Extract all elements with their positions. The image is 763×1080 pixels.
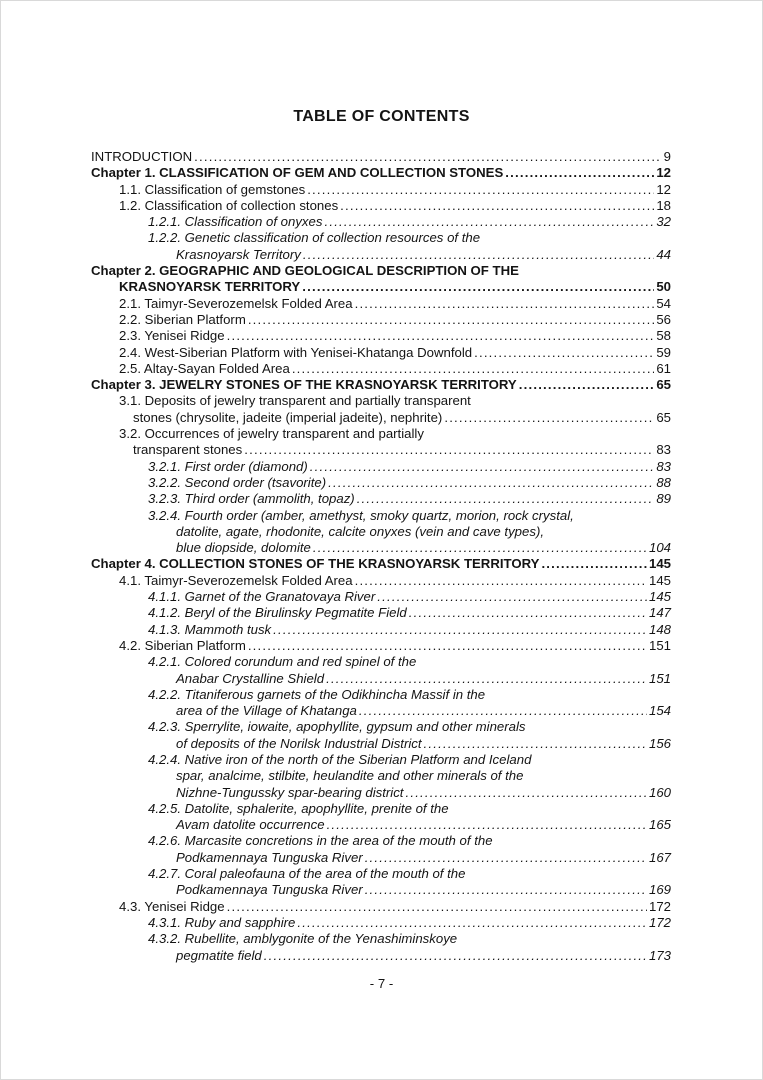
toc-entry-line — [91, 768, 671, 784]
toc-entry-text: 3.1. Deposits of jewelry transparent and partially transparent — [119, 393, 471, 409]
toc-entry — [91, 899, 671, 915]
toc-entry-line — [91, 703, 671, 719]
toc-entry — [91, 149, 671, 165]
toc-entry — [91, 833, 671, 866]
dot-leader — [310, 459, 655, 475]
dot-leader — [328, 475, 654, 491]
toc-page-number: 173 — [648, 947, 671, 963]
page-footer: - 7 - — [369, 975, 394, 991]
toc-entry-line — [91, 801, 671, 817]
toc-entry-line — [91, 165, 671, 181]
toc-entry-line — [91, 328, 671, 344]
dot-leader — [313, 540, 647, 556]
dot-leader — [326, 671, 647, 687]
toc-entry-line — [91, 491, 671, 507]
toc-page-number: 54 — [656, 295, 671, 311]
dot-leader — [377, 589, 647, 605]
dot-leader — [227, 328, 655, 344]
toc-entry — [91, 214, 671, 230]
toc-entry-text: 2.1. Taimyr-Severozemelsk Folded Area — [119, 295, 353, 311]
toc-entry — [91, 654, 671, 687]
toc-page-number: 145 — [648, 556, 671, 572]
toc-entry — [91, 345, 671, 361]
toc-entry-text: pegmatite field — [176, 947, 262, 963]
dot-leader — [327, 817, 647, 833]
toc-entry — [91, 328, 671, 344]
toc-page-number: 169 — [648, 882, 671, 898]
dot-leader — [307, 182, 654, 198]
toc-entry-text: 3.2.2. Second order (tsavorite) — [148, 474, 327, 490]
toc-entry-text: 2.4. West-Siberian Platform with Yenisei-Khatanga Downfold — [119, 344, 473, 360]
toc-entry — [91, 263, 671, 296]
dot-leader — [365, 850, 647, 866]
toc-entry — [91, 426, 671, 459]
toc-page-number: 65 — [656, 377, 671, 393]
toc-page-number: 165 — [648, 817, 671, 833]
toc-entry — [91, 719, 671, 752]
toc-page-number: 32 — [656, 214, 671, 230]
toc-entry-line — [91, 377, 671, 393]
toc-entry-text: 2.2. Siberian Platform — [119, 311, 246, 327]
dot-leader — [519, 377, 655, 393]
toc-page-number: 9 — [663, 149, 671, 164]
toc-entry-text: 4.2.4. Native iron of the north of the Siberian Platform and Iceland — [148, 751, 532, 767]
toc-entry — [91, 491, 671, 507]
toc-entry — [91, 475, 671, 491]
toc-entry-text: 1.1. Classification of gemstones — [119, 181, 306, 197]
toc-entry-text: KRASNOYARSK TERRITORY — [119, 279, 301, 295]
toc-entry-line — [91, 687, 671, 703]
toc-entry-line — [91, 263, 671, 279]
toc-entry-line — [91, 638, 671, 654]
toc-entry — [91, 622, 671, 638]
toc-entry-text: Chapter 3. JEWELRY STONES OF THE KRASNOYARSK TERRITORY — [91, 377, 517, 393]
toc-page-number: 65 — [656, 409, 671, 425]
toc-entry — [91, 556, 671, 572]
toc-entry-line — [91, 345, 671, 361]
toc-entry-line — [91, 247, 671, 263]
toc-entry-line — [91, 899, 671, 915]
toc-entry-text: 4.1.2. Beryl of the Birulinsky Pegmatite Field — [148, 605, 407, 621]
toc-entry-text: 4.2. Siberian Platform — [119, 637, 246, 653]
toc-page-number: 12 — [656, 165, 671, 181]
dot-leader — [303, 247, 654, 263]
toc-entry — [91, 801, 671, 834]
toc-page-number: 145 — [648, 572, 671, 588]
toc-entry-line — [91, 719, 671, 735]
toc-entry — [91, 361, 671, 377]
toc-entry — [91, 508, 671, 557]
toc-entry — [91, 589, 671, 605]
toc-page-number: 154 — [648, 703, 671, 719]
toc-entry-line — [91, 866, 671, 882]
dot-leader — [505, 165, 654, 181]
toc-entry-line — [91, 442, 671, 458]
dot-leader — [340, 198, 654, 214]
toc-page-number: 88 — [656, 474, 671, 490]
toc-entry-text: 4.2.1. Colored corundum and red spinel of the — [148, 654, 417, 670]
toc-entry — [91, 752, 671, 801]
toc-entry-line — [91, 459, 671, 475]
dot-leader — [302, 279, 654, 295]
toc-page-number: 12 — [656, 181, 671, 197]
toc-entry-line — [91, 622, 671, 638]
toc-entry-line — [91, 573, 671, 589]
toc-entry-text: Podkamennaya Tunguska River — [176, 882, 363, 898]
toc-entry — [91, 377, 671, 393]
toc-entry-text: 1.2.2. Genetic classification of collection resources of the — [148, 230, 481, 246]
toc-entry-text: Avam datolite occurrence — [176, 817, 325, 833]
toc-page-number: 167 — [648, 849, 671, 865]
dot-leader — [359, 703, 647, 719]
toc-entry — [91, 393, 671, 426]
toc-entry-line — [91, 410, 671, 426]
toc-entry-text: 4.3. Yenisei Ridge — [119, 898, 225, 914]
dot-leader — [355, 296, 655, 312]
toc-entry-line — [91, 361, 671, 377]
toc-entry-text: 3.2.4. Fourth order (amber, amethyst, smoky quartz, morion, rock crystal, — [148, 507, 574, 523]
toc-entry-text: 2.3. Yenisei Ridge — [119, 328, 225, 344]
toc-entry — [91, 312, 671, 328]
dot-leader — [474, 345, 654, 361]
dot-leader — [244, 442, 654, 458]
toc-entry-line — [91, 540, 671, 556]
dot-leader — [405, 785, 647, 801]
toc-entry-line — [91, 785, 671, 801]
toc-entry-line — [91, 752, 671, 768]
toc-entry-text: 1.2.1. Classification of onyxes — [148, 214, 323, 230]
toc-entry-text: stones (chrysolite, jadeite (imperial jadeite), nephrite) — [133, 409, 443, 425]
toc-entry-line — [91, 279, 671, 295]
toc-entry-text: Nizhne-Tungussky spar-bearing district — [176, 784, 404, 800]
dot-leader — [324, 214, 654, 230]
toc-entry-text: Krasnoyarsk Territory — [176, 246, 301, 262]
toc-entry-text: 4.2.3. Sperrylite, iowaite, apophyllite, gypsum and other minerals — [148, 719, 526, 735]
toc-entry-line — [91, 475, 671, 491]
toc-page-number: 151 — [648, 637, 671, 653]
toc-entry-line — [91, 508, 671, 524]
toc-entry-line — [91, 296, 671, 312]
toc-entry-line — [91, 524, 671, 540]
toc-entry-text: blue diopside, dolomite — [176, 540, 311, 556]
toc-entry — [91, 573, 671, 589]
toc-entry-text: 2.5. Altay-Sayan Folded Area — [119, 360, 290, 376]
toc-entry-text: 3.2.1. First order (diamond) — [148, 458, 308, 474]
toc-entry-line — [91, 915, 671, 931]
toc-entry-text: 4.2.6. Marcasite concretions in the area of the mouth of the — [148, 833, 493, 849]
toc-page-number: 145 — [648, 589, 671, 605]
toc-page-number: 58 — [656, 328, 671, 344]
toc-entry — [91, 915, 671, 931]
toc-page-number: 56 — [656, 311, 671, 327]
dot-leader — [357, 491, 655, 507]
toc-page-number: 83 — [656, 458, 671, 474]
toc-entry — [91, 198, 671, 214]
toc-entry-text: 4.2.2. Titaniferous garnets of the Odikhincha Massif in the — [148, 686, 486, 702]
toc-page-number: 147 — [648, 605, 671, 621]
toc-entry-text: 1.2. Classification of collection stones — [119, 197, 339, 213]
toc-entry-line — [91, 556, 671, 572]
toc-page-number: 151 — [648, 670, 671, 686]
dot-leader — [264, 948, 647, 964]
toc-entry-line — [91, 882, 671, 898]
toc-entry-text: datolite, agate, rhodonite, calcite onyxes (vein and cave types), — [176, 523, 545, 539]
dot-leader — [365, 882, 647, 898]
toc-entry-text: of deposits of the Norilsk Industrial District — [176, 735, 422, 751]
toc-page-number: 156 — [648, 735, 671, 751]
page-title: TABLE OF CONTENTS — [293, 108, 470, 125]
dot-leader — [541, 556, 647, 572]
toc-page-number: 172 — [648, 914, 671, 930]
toc-entry — [91, 230, 671, 263]
toc-entry-text: Anabar Crystalline Shield — [176, 670, 325, 686]
toc-entry-text: 4.1.1. Garnet of the Granatovaya River — [148, 589, 376, 605]
toc-entry-line — [91, 948, 671, 964]
toc-page-number: 61 — [656, 360, 671, 376]
toc-entry-line — [91, 589, 671, 605]
toc-page-number: 104 — [648, 540, 671, 556]
toc-page-number: 44 — [656, 246, 671, 262]
toc-page-number: 50 — [656, 279, 671, 295]
toc-page-number: 83 — [656, 442, 671, 458]
toc-entry-line — [91, 605, 671, 621]
toc-entry-text: Chapter 1. CLASSIFICATION OF GEM AND COLLECTION STONES — [91, 165, 504, 181]
toc-entry-line — [91, 817, 671, 833]
toc-entry — [91, 605, 671, 621]
dot-leader — [194, 149, 662, 165]
toc-page-number: 160 — [648, 784, 671, 800]
toc-entry-text: 4.3.1. Ruby and sapphire — [148, 914, 296, 930]
dot-leader — [248, 312, 655, 328]
toc-entry-text: 4.3.2. Rubellite, amblygonite of the Yenashiminskoye — [148, 931, 458, 947]
toc-entry-text: area of the Village of Khatanga — [176, 703, 357, 719]
toc-entry-text: 4.2.5. Datolite, sphalerite, apophyllite, prenite of the — [148, 800, 449, 816]
toc-entry-text: 4.1.3. Mammoth tusk — [148, 621, 272, 637]
toc-entry-text: 3.2.3. Third order (ammolith, topaz) — [148, 491, 355, 507]
dot-leader — [273, 622, 647, 638]
dot-leader — [248, 638, 647, 654]
toc-entry — [91, 931, 671, 964]
toc-entry — [91, 459, 671, 475]
toc-entry-line — [91, 931, 671, 947]
toc-entry-line — [91, 149, 671, 165]
toc-entry-text: Chapter 4. COLLECTION STONES OF THE KRASNOYARSK TERRITORY — [91, 556, 540, 572]
toc-entry — [91, 182, 671, 198]
toc-entry-line — [91, 654, 671, 670]
toc-entry — [91, 296, 671, 312]
dot-leader — [409, 605, 647, 621]
toc-entry — [91, 687, 671, 720]
dot-leader — [292, 361, 655, 377]
toc-entry-line — [91, 426, 671, 442]
dot-leader — [355, 573, 647, 589]
toc-entry — [91, 165, 671, 181]
toc-entry-line — [91, 230, 671, 246]
toc-entry-line — [91, 671, 671, 687]
toc-entry-text: INTRODUCTION — [91, 149, 193, 164]
toc-entry — [91, 866, 671, 899]
toc-entry-line — [91, 312, 671, 328]
toc-entry-line — [91, 736, 671, 752]
toc-entry-text: spar, analcime, stilbite, heulandite and other minerals of the — [176, 768, 524, 784]
toc-page-number: 89 — [656, 491, 671, 507]
toc-page-number: 148 — [648, 621, 671, 637]
toc-entry-text: 4.1. Taimyr-Severozemelsk Folded Area — [119, 572, 353, 588]
dot-leader — [227, 899, 647, 915]
dot-leader — [424, 736, 647, 752]
toc-list — [91, 149, 671, 964]
toc-page-number: 172 — [648, 898, 671, 914]
toc-entry-text: Chapter 2. GEOGRAPHIC AND GEOLOGICAL DESCRIPTION OF THE — [91, 263, 519, 279]
toc-entry — [91, 638, 671, 654]
dot-leader — [444, 410, 654, 426]
toc-page-number: 18 — [656, 197, 671, 213]
toc-entry-text: transparent stones — [133, 442, 243, 458]
toc-entry-line — [91, 198, 671, 214]
toc-entry-line — [91, 850, 671, 866]
toc-entry-line — [91, 182, 671, 198]
toc-page-number: 59 — [656, 344, 671, 360]
toc-entry-text: 4.2.7. Coral paleofauna of the area of the mouth of the — [148, 866, 466, 882]
toc-entry-line — [91, 393, 671, 409]
dot-leader — [297, 915, 647, 931]
toc-entry-line — [91, 214, 671, 230]
toc-entry-line — [91, 833, 671, 849]
toc-entry-text: 3.2. Occurrences of jewelry transparent and partially — [119, 426, 424, 442]
toc-entry-text: Podkamennaya Tunguska River — [176, 849, 363, 865]
